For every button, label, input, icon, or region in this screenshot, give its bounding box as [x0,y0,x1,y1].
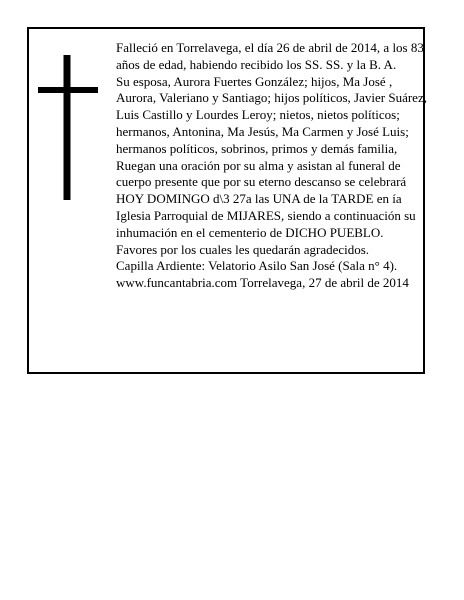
obituary-notice [27,27,425,374]
cross-icon [38,55,98,200]
gratitude-line: Favores por los cuales les quedarán agradecidos. [116,241,370,257]
obituary-text [116,40,428,292]
family-list: Su esposa, Aurora Fuertes González; hijos, Ma José , Aurora, Valeriano y Santiago; hijos políticos, Javier Suárez, Luis Castillo y Lourdes Leroy; nietos, nietos políticos; hermanos, Antonina, Ma Jesús, Ma Carmen y José Luis; hermanos políticos, sobrinos, primos y demás familia, [116,73,427,156]
funeral-details: Ruegan una oración por su alma y asistan al funeral de cuerpo presente que por su eterno descanso se celebrará HOY DOMINGO d\3 27a las UNA de la TARDE en ía Iglesia Parroquial de MIJARES, siendo a continuación su inhumación en el cementerio de DICHO PUEBLO. [116,157,416,240]
chapel-info: Capilla Ardiente: Velatorio Asilo San José (Sala n° 4). [116,258,398,274]
website-date-line: www.funcantabria.com Torrelavega, 27 de abril de 2014 [116,275,409,291]
death-announcement: Falleció en Torrelavega, el día 26 de abril de 2014, a los 83 años de edad, habiendo recibido los SS. SS. y la B. A. [116,40,424,72]
